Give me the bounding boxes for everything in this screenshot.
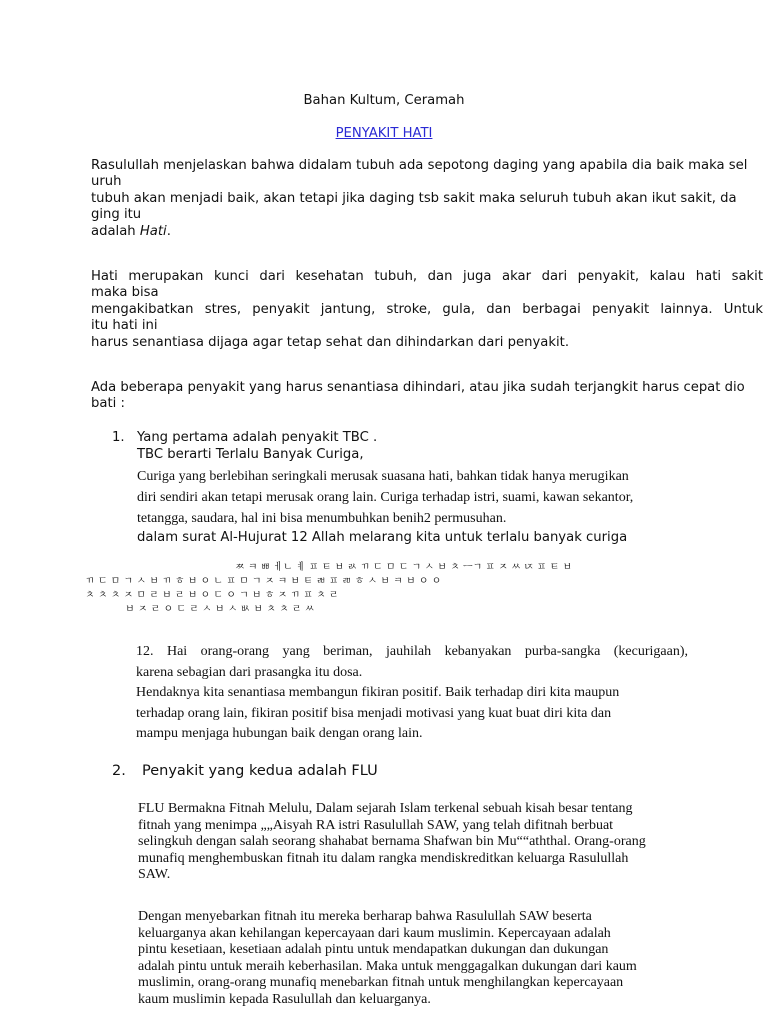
flu-paragraph-1 [138,801,693,884]
serif-line: tetangga, saudara, hal ini bisa menumbuhkan benih2 permusuhan. [137,511,507,526]
paragraph-3 [91,380,763,413]
text-fragment: adalah [91,223,140,239]
text-line: uruh [91,174,122,190]
italic-word: Hati [139,223,167,239]
garbled-row: ㅊ ㅊ ㅊ ㅈ ㅁ ㄹ ㅂ ㄹ ㅂ ㅇ ㄷ ㅇ ㄱ ㅂ ㅎ ㅈ ㄲ ㅍ ㅊ ㄹ [85,590,339,601]
serif-line: muslimin, orang-orang munafiq menebarkan fitnah untuk menghilangkan kepercayaan [138,975,624,991]
section-title-link[interactable]: PENYAKIT HATI [335,126,433,141]
serif-line: terhadap orang lain, fikiran positif bisa menjadi motivasi yang kuat buat diri kita dan [136,705,612,721]
serif-line: Hendaknya kita senantiasa membangun fikiran positif. Baik terhadap diri kita maupun [136,685,620,701]
serif-line: munafiq menghembuskan fitnah itu dalam rangka mendiskreditkan keluarga Rasulullah [138,850,629,866]
text-line: Hati merupakan kunci dari kesehatan tubuh, dan juga akar dari penyakit, kalau hati sakit [91,269,763,284]
serif-line: mampu menjaga hubungan baik dengan orang lain. [136,726,423,742]
list-number: 2. [112,763,126,779]
text-line: harus senantiasa dijaga agar tetap sehat dan dihindarkan dari penyakit. [91,334,570,350]
serif-line: Curiga yang berlebihan seringkali merusak suasana hati, bahkan tidak hanya merugikan [137,469,629,484]
serif-line: selingkuh dengan salah seorang shahabat bernama Shafwan bin Mu““aththal. Orang-orang [138,834,646,850]
flu-paragraph-2 [138,909,693,1009]
serif-line: diri sendiri akan tetapi merusak orang lain. Curiga terhadap istri, suami, kawan sekantor, [137,490,634,505]
arabic-verse-garbled [85,558,765,628]
serif-line: 12. Hai orang-orang yang beriman, jauhilah kebanyakan purba-sangka (kecurigaan), [136,644,688,659]
text-line: tubuh akan menjadi baik, akan tetapi jika daging tsb sakit maka seluruh tubuh akan ikut sakit, da [91,190,737,206]
text-line: maka bisa [91,285,159,301]
paragraph-1 [91,158,763,240]
garbled-row: ㅉ ㅋ ㅃ ㅔㄴ ㅖ ㅍ ㅌ ㅂ ㄽ ㄲ ㄷ ㅁ ㄷ ㄱ ㅅ ㅂ ㅊ ㅡㄱ ㅍ ㅈ ㅆ ㄵ ㅍ ㅌ ㅂ [235,562,573,573]
serif-line: pintu kesetiaan, kesetiaan adalah pintu untuk mendapatkan dukungan dan dukungan [138,942,609,958]
serif-line: kaum muslimin kepada Rasulullah dan keluarganya. [138,991,431,1007]
text-line: ging itu [91,207,142,223]
text-line: bati : [91,396,125,412]
serif-line: karena sebagian dari prasangka itu dosa. [136,664,363,680]
list-item-text: dalam surat Al-Hujurat 12 Allah melarang kita untuk terlalu banyak curiga [137,530,628,545]
serif-line: FLU Bermakna Fitnah Melulu, Dalam sejarah Islam terkenal sebuah kisah besar tentang [138,801,633,816]
list-item-heading: Penyakit yang kedua adalah FLU [142,763,378,779]
serif-line: fitnah yang menimpa „„Aisyah RA istri Rasulullah SAW, yang telah difitnah berbuat [138,817,614,833]
list-number: 1. [112,430,125,445]
garbled-row: ㄲ ㄷ ㅁ ㄱ ㅅ ㅂ ㄲ ㅎ ㅂ ㅇ ㄴ ㅍ ㅁ ㄱ ㅈ ㅋ ㅂ ㅌ ㄼ ㅍ ㄻ ㅎ ㅅ ㅂ ㅋ ㅂ ㅇ ㅇ [85,576,442,587]
translation-block [136,642,688,745]
list-item-heading: Yang pertama adalah penyakit TBC . [137,430,378,445]
serif-line: keluarganya akan kehilangan kepercayaan dari kaum muslimin. Kepercayaan adalah [138,925,611,941]
text-line [91,224,763,240]
paragraph-2 [91,269,763,351]
serif-line: SAW. [138,867,171,883]
serif-line: adalah pintu untuk meraih keberhasilan. Maka untuk menggagalkan dukungan dari kaum [138,958,637,974]
text-line: mengakibatkan stres, penyakit jantung, stroke, gula, dan berbagai penyakit lainnya. Untuk [91,301,763,317]
serif-line: Dengan menyebarkan fitnah itu mereka berharap bahwa Rasulullah SAW beserta [138,909,592,924]
text-line: Rasulullah menjelaskan bahwa didalam tubuh ada sepotong daging yang apabila dia baik maka sel [91,158,748,173]
list-item-subheading: TBC berarti Terlalu Banyak Curiga, [137,447,364,462]
text-line: itu hati ini [91,318,158,334]
text-line: Ada beberapa penyakit yang harus senantiasa dihindari, atau jika sudah terjangkit harus cepat dio [91,380,745,395]
document-title: Bahan Kultum, Ceramah [303,93,465,108]
garbled-row: ㅂ ㅈ ㄹ ㅇ ㄷ ㄹ ㅅ ㅂ ㅅ ㅄ ㅂ ㅊ ㅊ ㄹ ㅆ [125,604,315,615]
text-fragment: . [166,223,171,239]
